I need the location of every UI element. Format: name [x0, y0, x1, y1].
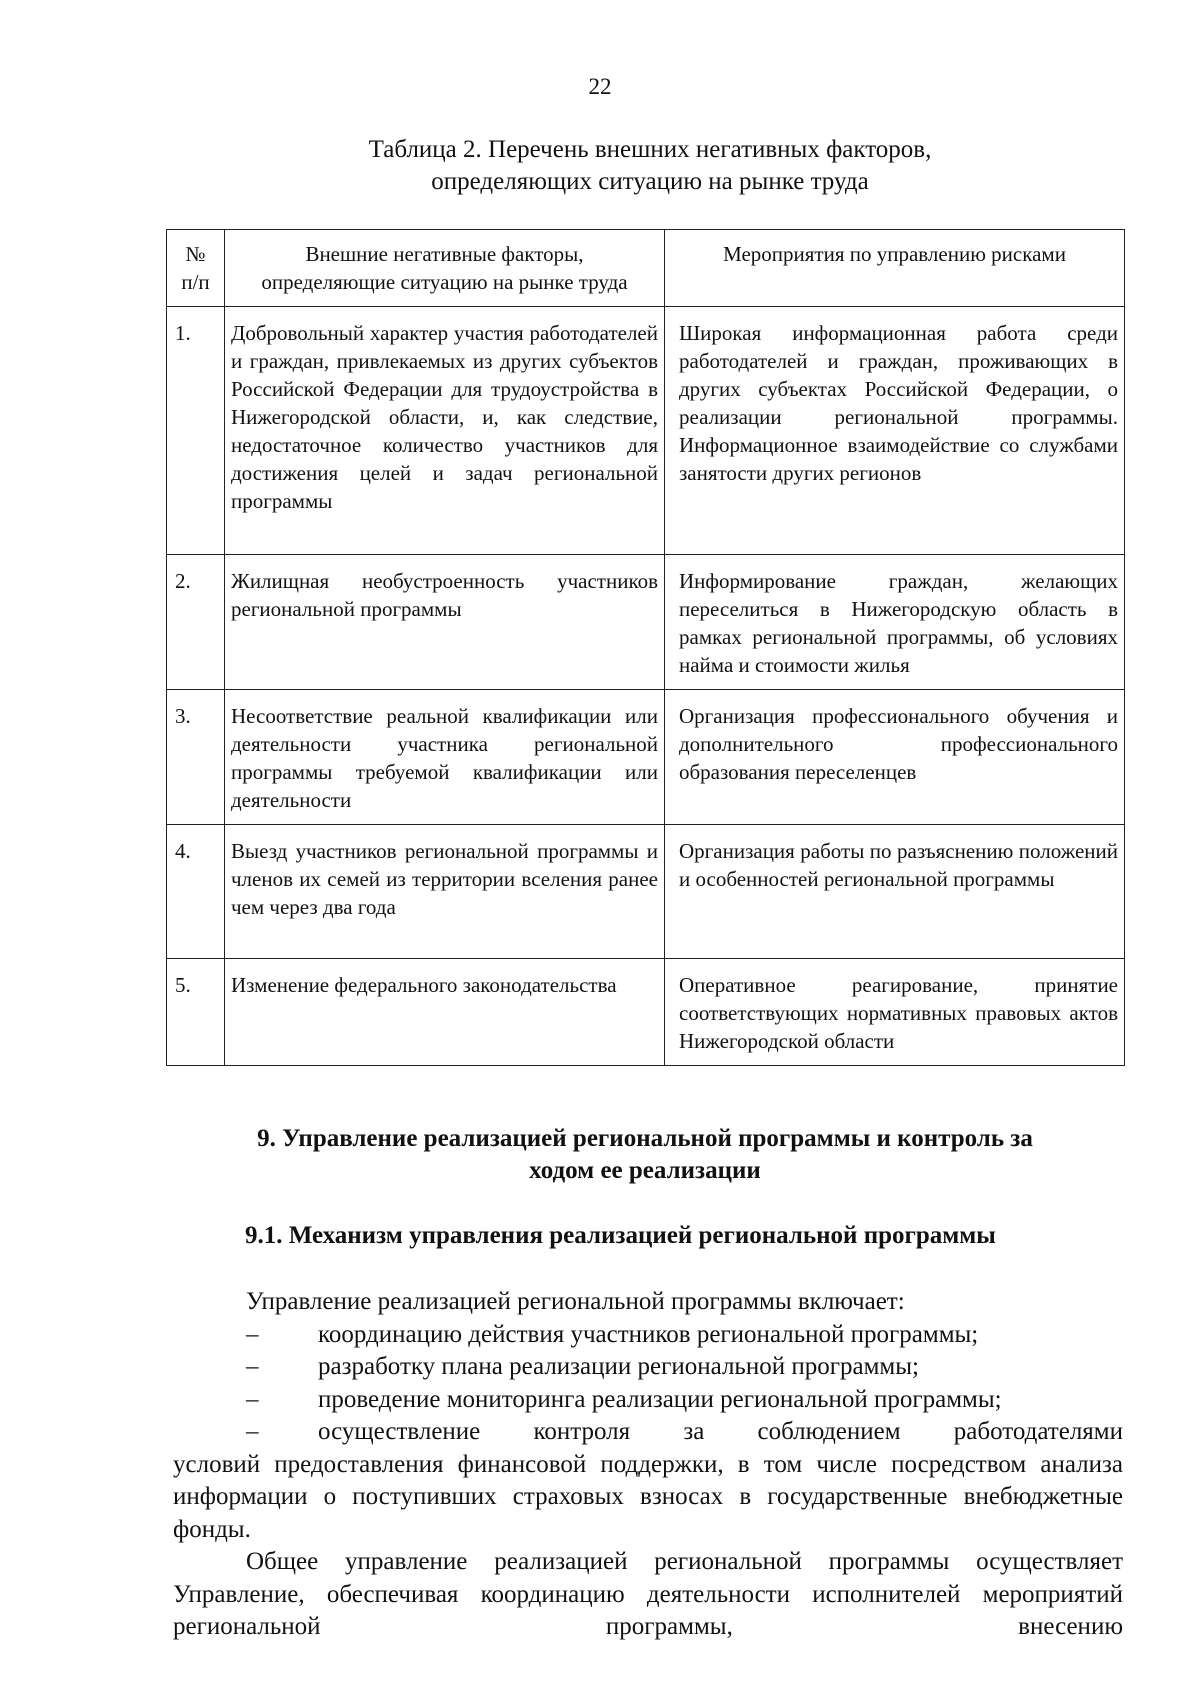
intro-paragraph: Управление реализацией региональной программы включает: [246, 1288, 905, 1315]
table-caption-line1: Таблица 2. Перечень внешних негативных факторов, [368, 136, 932, 163]
list-dash: – [246, 1418, 259, 1445]
table-row [167, 959, 1125, 1066]
row-num: 3. [167, 690, 225, 825]
row-num: 1. [167, 307, 225, 555]
list-dash: – [246, 1353, 259, 1380]
list-item [173, 1351, 1123, 1384]
table-row [167, 825, 1125, 959]
row-num: 4. [167, 825, 225, 959]
table-row [167, 555, 1125, 690]
negative-factors-table [166, 229, 1125, 1066]
row-num: 5. [167, 959, 225, 1066]
row-measures: Информирование граждан, желающих переселиться в Нижегородскую область в рамках региональной программы, об условиях найма и стоимости жилья [665, 555, 1125, 690]
header-num: № п/п [167, 230, 225, 307]
row-measures: Организация профессионального обучения и дополнительного профессионального образования переселенцев [665, 690, 1125, 825]
list-item-text: проведение мониторинга реализации региональной программы; [318, 1385, 1002, 1413]
row-factor: Добровольный характер участия работодателей и граждан, привлекаемых из других субъектов Российской Федерации для трудоустройства в Нижегородской области, и, как следствие, недостаточное количество участников для достижения целей и задач региональной программы [225, 307, 665, 555]
row-measures: Оперативное реагирование, принятие соответствующих нормативных правовых актов Нижегородской области [665, 959, 1125, 1066]
section-heading-line1: 9. Управление реализацией региональной программы и контроль за [257, 1125, 1033, 1152]
table-row [167, 307, 1125, 555]
row-factor: Изменение федерального законодательства [225, 959, 665, 1066]
row-factor: Жилищная необустроенность участников региональной программы [225, 555, 665, 690]
list-item [173, 1416, 1123, 1449]
list-item-text: разработку плана реализации региональной программы; [318, 1353, 919, 1380]
row-measures: Широкая информационная работа среди работодателей и граждан, проживающих в других субъектах Российской Федерации, о реализации региональной программы. Информационное взаимодействие со службами занятости других регионов [665, 307, 1125, 555]
row-factor: Несоответствие реальной квалификации или деятельности участника региональной программы требуемой квалификации или деятельности [225, 690, 665, 825]
row-num: 2. [167, 555, 225, 690]
closing-paragraph: Общее управление реализацией региональной программы осуществляет Управление, обеспечивая координацию деятельности исполнителей мероприятий региональной программы, внесению [173, 1548, 1123, 1640]
table-header-row [167, 230, 1125, 307]
subsection-heading: 9.1. Механизм управления реализацией региональной программы [245, 1222, 996, 1249]
table-caption [200, 134, 1100, 198]
row-factor: Выезд участников региональной программы и членов их семей из территории вселения ранее чем через два года [225, 825, 665, 959]
list-dash: – [246, 1320, 259, 1348]
list-item [173, 1319, 1123, 1352]
table-row [167, 690, 1125, 825]
header-measures: Мероприятия по управлению рисками [665, 230, 1125, 307]
header-factor: Внешние негативные факторы, определяющие ситуацию на рынке труда [225, 230, 665, 307]
row-measures: Организация работы по разъяснению положений и особенностей региональной программы [665, 825, 1125, 959]
list-item-text: координацию действия участников региональной программы; [318, 1320, 979, 1348]
body-text [173, 1286, 1123, 1644]
table-caption-line2: определяющих ситуацию на рынке труда [431, 168, 869, 195]
section-heading [166, 1123, 1124, 1187]
page-number: 22 [588, 74, 612, 99]
section-heading-line2: ходом ее реализации [529, 1157, 761, 1184]
list-item [173, 1384, 1123, 1417]
list-item-continuation: условий предоставления финансовой поддержки, в том числе посредством анализа информации о поступивших страховых взносах в государственные внебюджетные фонды. [173, 1450, 1123, 1543]
list-dash: – [246, 1385, 259, 1413]
list-item-text: осуществление контроля за соблюдением работодателями [318, 1418, 1123, 1445]
